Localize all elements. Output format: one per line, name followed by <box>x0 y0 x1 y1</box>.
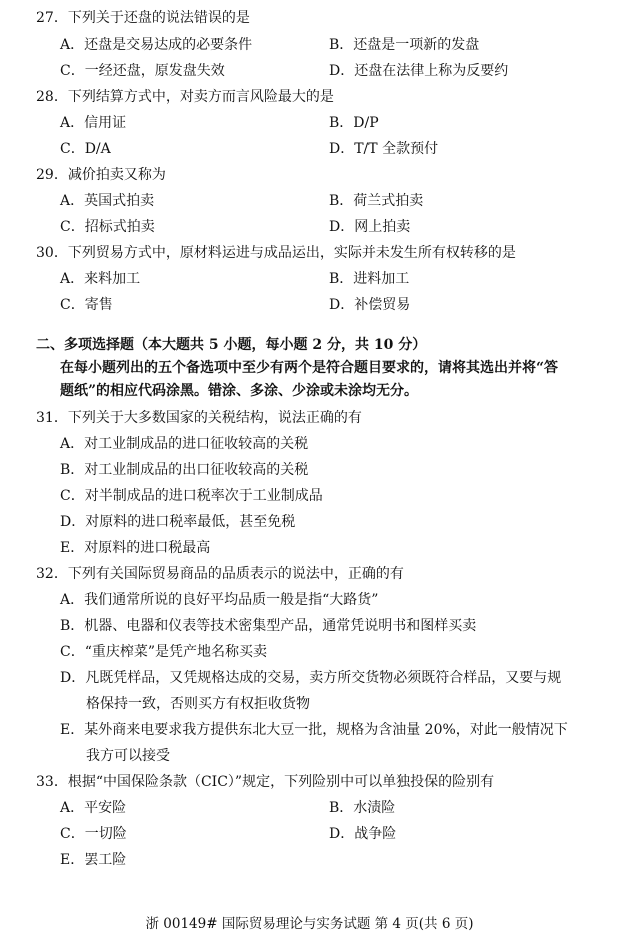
q33-option-d: D．战争险 <box>329 826 397 842</box>
q27-option-a: A．还盘是交易达成的必要条件 <box>60 37 253 53</box>
q31-option-a: A．对工业制成品的进口征收较高的关税 <box>60 436 309 452</box>
q32-stem: 32．下列有关国际贸易商品的品质表示的说法中，正确的有 <box>36 566 404 582</box>
q31-option-c: C．对半制成品的进口税率次于工业制成品 <box>60 488 323 504</box>
q30-option-c: C．寄售 <box>60 297 113 313</box>
q29-option-b: B．荷兰式拍卖 <box>329 193 424 209</box>
q27-stem: 27．下列关于还盘的说法错误的是 <box>36 10 250 26</box>
section-2-title: 二、多项选择题（本大题共 5 小题，每小题 2 分，共 10 分） <box>36 337 427 353</box>
q33-option-e: E．罢工险 <box>60 852 127 868</box>
q32-option-c: C．“重庆榨菜”是凭产地名称买卖 <box>60 644 268 660</box>
q33-option-c: C．一切险 <box>60 826 127 842</box>
q28-option-c: C．D/A <box>60 141 111 157</box>
q31-option-b: B．对工业制成品的出口征收较高的关税 <box>60 462 309 478</box>
q30-option-a: A．来料加工 <box>60 271 141 287</box>
q29-option-c: C．招标式拍卖 <box>60 219 155 235</box>
q28-option-a: A．信用证 <box>60 115 127 131</box>
q30-option-b: B．进料加工 <box>329 271 410 287</box>
q29-stem: 29．减价拍卖又称为 <box>36 167 166 183</box>
q29-option-a: A．英国式拍卖 <box>60 193 155 209</box>
q27-option-b: B．还盘是一项新的发盘 <box>329 37 480 53</box>
q32-option-e-line-1: E．某外商来电要求我方提供东北大豆一批，规格为含油量 20%，对此一般情况下 <box>60 722 568 738</box>
section-2-instruction-line-2: 题纸”的相应代码涂黑。错涂、多涂、少涂或未涂均无分。 <box>60 383 419 399</box>
q32-option-e-line-2: 我方可以接受 <box>86 748 170 764</box>
section-2-instruction-line-1: 在每小题列出的五个备选项中至少有两个是符合题目要求的，请将其选出并将“答 <box>60 360 559 376</box>
q28-stem: 28．下列结算方式中，对卖方而言风险最大的是 <box>36 89 334 105</box>
q27-option-c: C．一经还盘，原发盘失效 <box>60 63 225 79</box>
q30-stem: 30．下列贸易方式中，原材料运进与成品运出，实际并未发生所有权转移的是 <box>36 245 516 261</box>
q32-option-d-line-2: 格保持一致，否则买方有权拒收货物 <box>86 696 310 712</box>
q32-option-d-line-1: D．凡既凭样品，又凭规格达成的交易，卖方所交货物必须既符合样品，又要与规 <box>60 670 562 686</box>
q31-option-d: D．对原料的进口税率最低，甚至免税 <box>60 514 296 530</box>
q30-option-d: D．补偿贸易 <box>329 297 411 313</box>
q31-option-e: E．对原料的进口税最高 <box>60 540 211 556</box>
q32-option-a: A．我们通常所说的良好平均品质一般是指“大路货” <box>60 592 379 608</box>
page-footer: 浙 00149# 国际贸易理论与实务试题 第 4 页(共 6 页) <box>145 916 474 932</box>
q33-option-b: B．水渍险 <box>329 800 396 816</box>
q31-stem: 31．下列关于大多数国家的关税结构，说法正确的有 <box>36 410 362 426</box>
q29-option-d: D．网上拍卖 <box>329 219 411 235</box>
q33-stem: 33．根据“中国保险条款（CIC）”规定，下列险别中可以单独投保的险别有 <box>36 774 495 790</box>
q27-option-d: D．还盘在法律上称为反要约 <box>329 63 509 79</box>
q32-option-b: B．机器、电器和仪表等技术密集型产品，通常凭说明书和图样买卖 <box>60 618 477 634</box>
q33-option-a: A．平安险 <box>60 800 127 816</box>
q28-option-b: B．D/P <box>329 115 379 131</box>
q28-option-d: D．T/T 全款预付 <box>329 141 439 157</box>
